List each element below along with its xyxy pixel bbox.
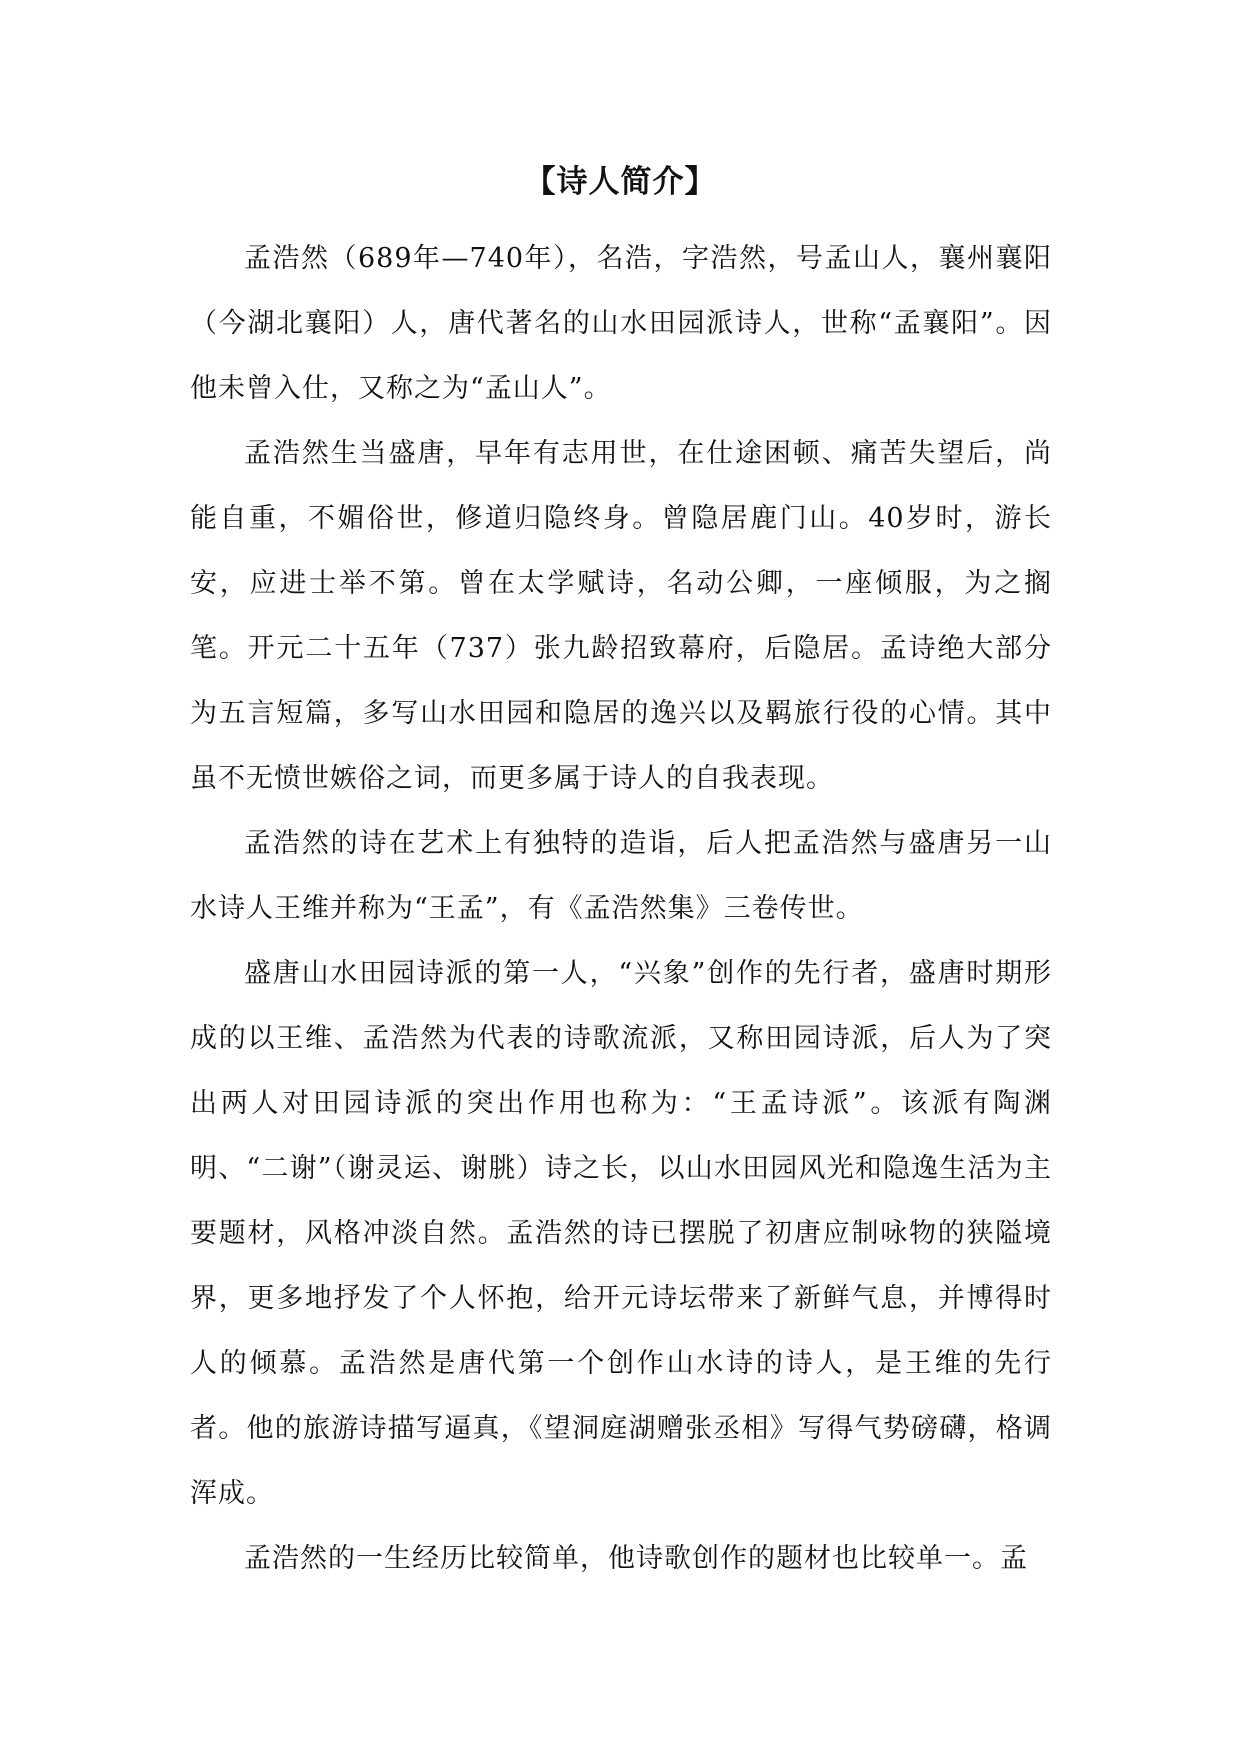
paragraph-career: 孟浩然生当盛唐，早年有志用世，在仕途困顿、痛苦失望后，尚能自重，不媚俗世，修道归隐终身。曾隐居鹿门山。40岁时，游长安，应进士举不第。曾在太学赋诗，名动公卿，一座倾服，为之搁笔。开元二十五年（737）张九龄招致幕府，后隐居。孟诗绝大部分为五言短篇，多写山水田园和隐居的逸兴以及羁旅行役的心情。其中虽不无愤世嫉俗之词，而更多属于诗人的自我表现。 [190,438,1052,794]
paragraph-school: 盛唐山水田园诗派的第一人，“兴象”创作的先行者，盛唐时期形成的以王维、孟浩然为代表的诗歌流派，又称田园诗派，后人为了突出两人对田园诗派的突出作用也称为：“王孟诗派”。该派有陶渊明、“二谢”（谢灵运、谢朓）诗之长，以山水田园风光和隐逸生活为主要题材，风格冲淡自然。孟浩然的诗已摆脱了初唐应制咏物的狭隘境界，更多地抒发了个人怀抱，给开元诗坛带来了新鲜气息，并博得时人的倾慕。孟浩然是唐代第一个创作山水诗的诗人，是王维的先行者。他的旅游诗描写逼真，《望洞庭湖赠张丞相》写得气势磅礴，格调浑成。 [190,958,1052,1509]
paragraph-intro: 孟浩然（689年—740年），名浩，字浩然，号孟山人，襄州襄阳（今湖北襄阳）人，唐代著名的山水田园派诗人，世称“孟襄阳”。因他未曾入仕，又称之为“孟山人”。 [190,243,1052,404]
paragraph-art: 孟浩然的诗在艺术上有独特的造诣，后人把孟浩然与盛唐另一山水诗人王维并称为“王孟”，有《孟浩然集》三卷传世。 [190,828,1052,924]
paragraph-life: 孟浩然的一生经历比较简单，他诗歌创作的题材也比较单一。孟 [244,1543,1028,1574]
document-body [190,226,1052,1591]
document-title: 【诗人简介】 [524,164,717,200]
